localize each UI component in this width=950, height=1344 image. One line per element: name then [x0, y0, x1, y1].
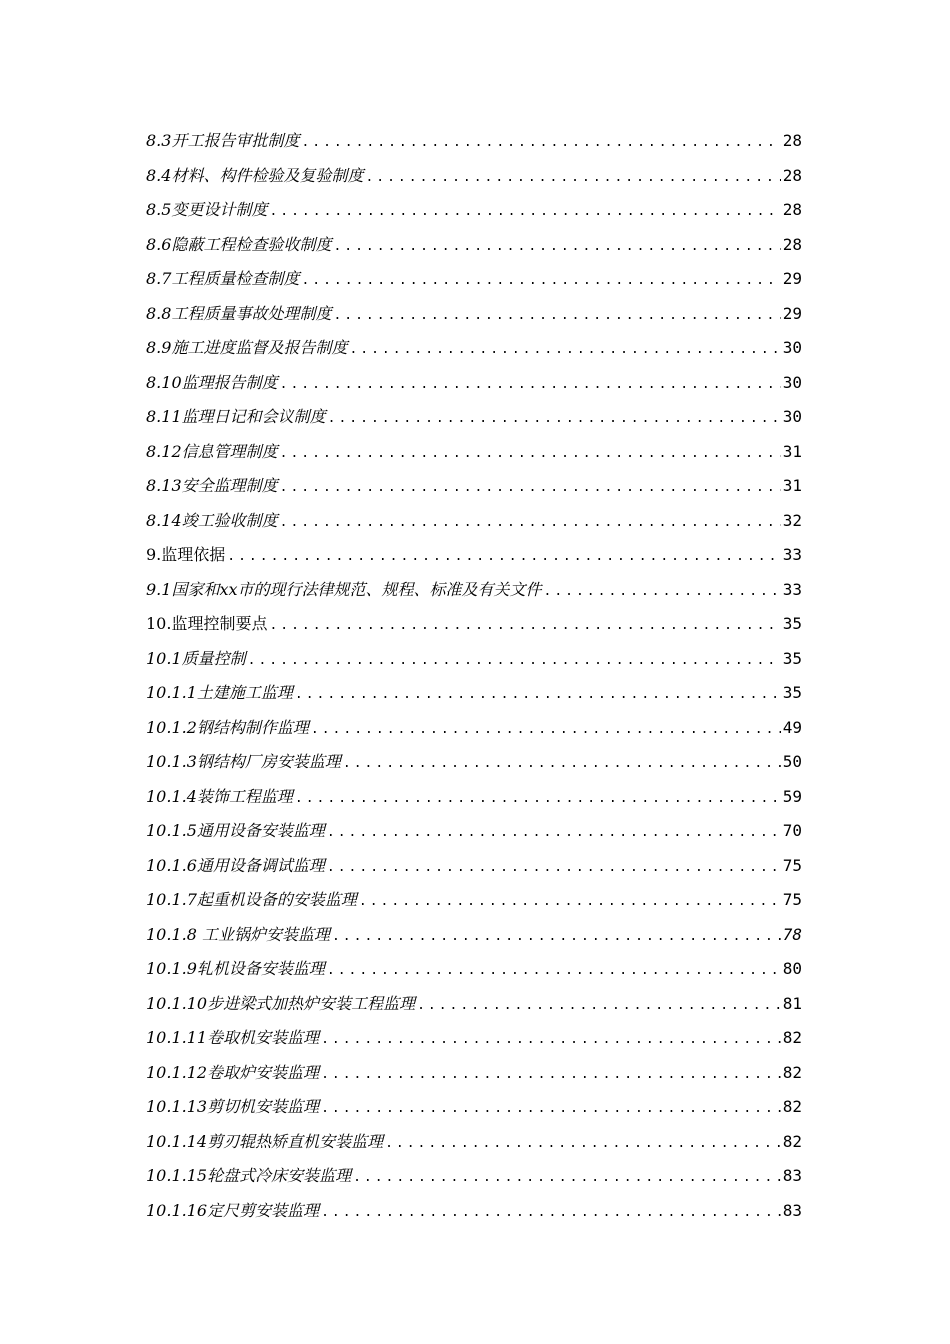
- toc-entry-page-number: 35: [782, 683, 802, 703]
- toc-dot-leader: [328, 409, 781, 429]
- toc-entry[interactable]: [146, 435, 802, 470]
- toc-entry-title: 8.13安全监理制度: [146, 476, 278, 496]
- toc-entry-page-number: 83: [782, 1200, 802, 1220]
- toc-dot-leader: [227, 547, 780, 567]
- table-of-contents: [146, 124, 802, 1228]
- toc-entry-title: 9.1国家和xx市的现行法律规范、规程、标准及有关文件: [146, 579, 542, 599]
- toc-dot-leader: [343, 754, 781, 774]
- toc-dot-leader: [280, 478, 781, 498]
- toc-entry-title: 10.1.1土建施工监理: [146, 683, 293, 703]
- toc-entry-page-number: 83: [782, 1166, 802, 1186]
- toc-dot-leader: [301, 133, 780, 153]
- toc-entry-page-number: 29: [782, 269, 802, 289]
- toc-entry-title: 8.5变更设计制度: [146, 200, 268, 220]
- toc-dot-leader: [332, 927, 781, 947]
- toc-entry[interactable]: [146, 504, 802, 539]
- toc-dot-leader: [327, 858, 781, 878]
- toc-entry[interactable]: [146, 1021, 802, 1056]
- toc-entry-page-number: 30: [782, 407, 802, 427]
- toc-entry-title: 8.14竣工验收制度: [146, 510, 278, 530]
- toc-entry-title: 8.7工程质量检查制度: [146, 269, 300, 289]
- toc-entry-title: 9.监理依据: [146, 545, 226, 565]
- toc-dot-leader: [349, 340, 780, 360]
- toc-entry-title: 10.1.5通用设备安装监理: [146, 821, 325, 841]
- toc-entry-page-number: 35: [782, 648, 802, 668]
- toc-dot-leader: [365, 168, 780, 188]
- toc-entry-title: 10.1.2钢结构制作监理: [146, 717, 309, 737]
- toc-entry-page-number: 59: [782, 786, 802, 806]
- toc-entry[interactable]: [146, 676, 802, 711]
- toc-entry[interactable]: [146, 331, 802, 366]
- toc-entry-page-number: 82: [782, 1028, 802, 1048]
- toc-entry[interactable]: [146, 193, 802, 228]
- toc-entry[interactable]: [146, 366, 802, 401]
- toc-entry-page-number: 80: [782, 959, 802, 979]
- toc-entry-title: 10.1.11卷取机安装监理: [146, 1028, 320, 1048]
- toc-entry-page-number: 81: [782, 993, 802, 1013]
- toc-entry-page-number: 33: [782, 579, 802, 599]
- toc-entry-page-number: 30: [782, 338, 802, 358]
- toc-dot-leader: [269, 616, 780, 636]
- toc-entry-page-number: 82: [782, 1097, 802, 1117]
- toc-entry-page-number: 31: [782, 441, 802, 461]
- toc-dot-leader: [327, 961, 781, 981]
- toc-entry-title: 8.3开工报告审批制度: [146, 131, 300, 151]
- toc-entry-title: 10.1.10步进梁式加热炉安装工程监理: [146, 993, 416, 1013]
- toc-dot-leader: [385, 1134, 781, 1154]
- toc-entry[interactable]: [146, 745, 802, 780]
- toc-dot-leader: [321, 1099, 781, 1119]
- toc-entry-page-number: 35: [782, 614, 802, 634]
- toc-entry-title: 10.监理控制要点: [146, 614, 268, 634]
- toc-entry-title: 8.11监理日记和会议制度: [146, 407, 326, 427]
- toc-entry-title: 8.12信息管理制度: [146, 441, 278, 461]
- toc-entry[interactable]: [146, 711, 802, 746]
- toc-entry-title: 8.8工程质量事故处理制度: [146, 303, 332, 323]
- toc-dot-leader: [321, 1030, 781, 1050]
- toc-entry[interactable]: [146, 780, 802, 815]
- toc-entry[interactable]: [146, 883, 802, 918]
- toc-entry[interactable]: [146, 1056, 802, 1091]
- toc-entry-page-number: 50: [782, 752, 802, 772]
- toc-dot-leader: [359, 892, 781, 912]
- toc-entry[interactable]: [146, 469, 802, 504]
- toc-entry[interactable]: [146, 607, 802, 642]
- toc-entry-title: 8.6隐蔽工程检查验收制度: [146, 234, 332, 254]
- toc-entry-title: 10.1.16定尺剪安装监理: [146, 1200, 320, 1220]
- toc-entry-page-number: 30: [782, 372, 802, 392]
- toc-entry-page-number: 28: [782, 200, 802, 220]
- toc-dot-leader: [280, 513, 781, 533]
- toc-entry[interactable]: [146, 124, 802, 159]
- toc-entry[interactable]: [146, 400, 802, 435]
- toc-dot-leader: [333, 237, 780, 257]
- toc-entry[interactable]: [146, 262, 802, 297]
- toc-entry[interactable]: [146, 228, 802, 263]
- toc-entry-title: 10.1.14剪刃辊热矫直机安装监理: [146, 1131, 384, 1151]
- toc-dot-leader: [269, 202, 780, 222]
- toc-entry-page-number: 82: [782, 1062, 802, 1082]
- toc-entry-title: 8.4材料、构件检验及复验制度: [146, 165, 364, 185]
- toc-dot-leader: [544, 582, 781, 602]
- toc-dot-leader: [417, 996, 781, 1016]
- toc-entry[interactable]: [146, 1125, 802, 1160]
- toc-entry-page-number: 28: [782, 234, 802, 254]
- toc-entry[interactable]: [146, 1090, 802, 1125]
- toc-entry[interactable]: [146, 952, 802, 987]
- toc-entry-page-number: 32: [782, 510, 802, 530]
- toc-dot-leader: [353, 1168, 781, 1188]
- toc-dot-leader: [280, 444, 781, 464]
- toc-dot-leader: [327, 823, 781, 843]
- toc-entry-page-number: 49: [782, 717, 802, 737]
- toc-dot-leader: [295, 789, 781, 809]
- toc-entry[interactable]: [146, 918, 802, 953]
- toc-entry-page-number: 75: [782, 855, 802, 875]
- toc-entry[interactable]: [146, 814, 802, 849]
- toc-dot-leader: [321, 1065, 781, 1085]
- toc-entry-page-number: 33: [782, 545, 802, 565]
- toc-dot-leader: [321, 1203, 781, 1223]
- toc-entry-page-number: 29: [782, 303, 802, 323]
- toc-entry[interactable]: [146, 642, 802, 677]
- toc-entry-title: 10.1质量控制: [146, 648, 246, 668]
- toc-entry[interactable]: [146, 1194, 802, 1229]
- toc-dot-leader: [295, 685, 781, 705]
- toc-entry-title: 10.1.13剪切机安装监理: [146, 1097, 320, 1117]
- toc-dot-leader: [333, 306, 780, 326]
- toc-entry[interactable]: [146, 573, 802, 608]
- toc-entry[interactable]: [146, 849, 802, 884]
- toc-entry-title: 10.1.8 工业锅炉安装监理: [146, 924, 330, 944]
- toc-entry-page-number: 75: [782, 890, 802, 910]
- toc-entry-title: 10.1.12卷取炉安装监理: [146, 1062, 320, 1082]
- toc-entry[interactable]: [146, 159, 802, 194]
- toc-entry[interactable]: [146, 987, 802, 1022]
- toc-entry-title: 10.1.7起重机设备的安装监理: [146, 890, 357, 910]
- toc-entry-page-number: 78: [782, 924, 802, 944]
- toc-entry[interactable]: [146, 297, 802, 332]
- toc-entry-page-number: 28: [782, 165, 802, 185]
- toc-entry[interactable]: [146, 1159, 802, 1194]
- toc-entry-title: 10.1.15轮盘式冷床安装监理: [146, 1166, 352, 1186]
- toc-entry-title: 10.1.9轧机设备安装监理: [146, 959, 325, 979]
- toc-entry[interactable]: [146, 538, 802, 573]
- toc-entry-page-number: 28: [782, 131, 802, 151]
- toc-entry-title: 10.1.3钢结构厂房安装监理: [146, 752, 341, 772]
- toc-entry-page-number: 70: [782, 821, 802, 841]
- toc-dot-leader: [280, 375, 781, 395]
- toc-entry-title: 10.1.6通用设备调试监理: [146, 855, 325, 875]
- toc-entry-page-number: 31: [782, 476, 802, 496]
- toc-dot-leader: [311, 720, 781, 740]
- toc-dot-leader: [248, 651, 781, 671]
- toc-entry-title: 8.10监理报告制度: [146, 372, 278, 392]
- toc-dot-leader: [301, 271, 780, 291]
- toc-entry-title: 8.9施工进度监督及报告制度: [146, 338, 348, 358]
- toc-entry-title: 10.1.4装饰工程监理: [146, 786, 293, 806]
- toc-entry-page-number: 82: [782, 1131, 802, 1151]
